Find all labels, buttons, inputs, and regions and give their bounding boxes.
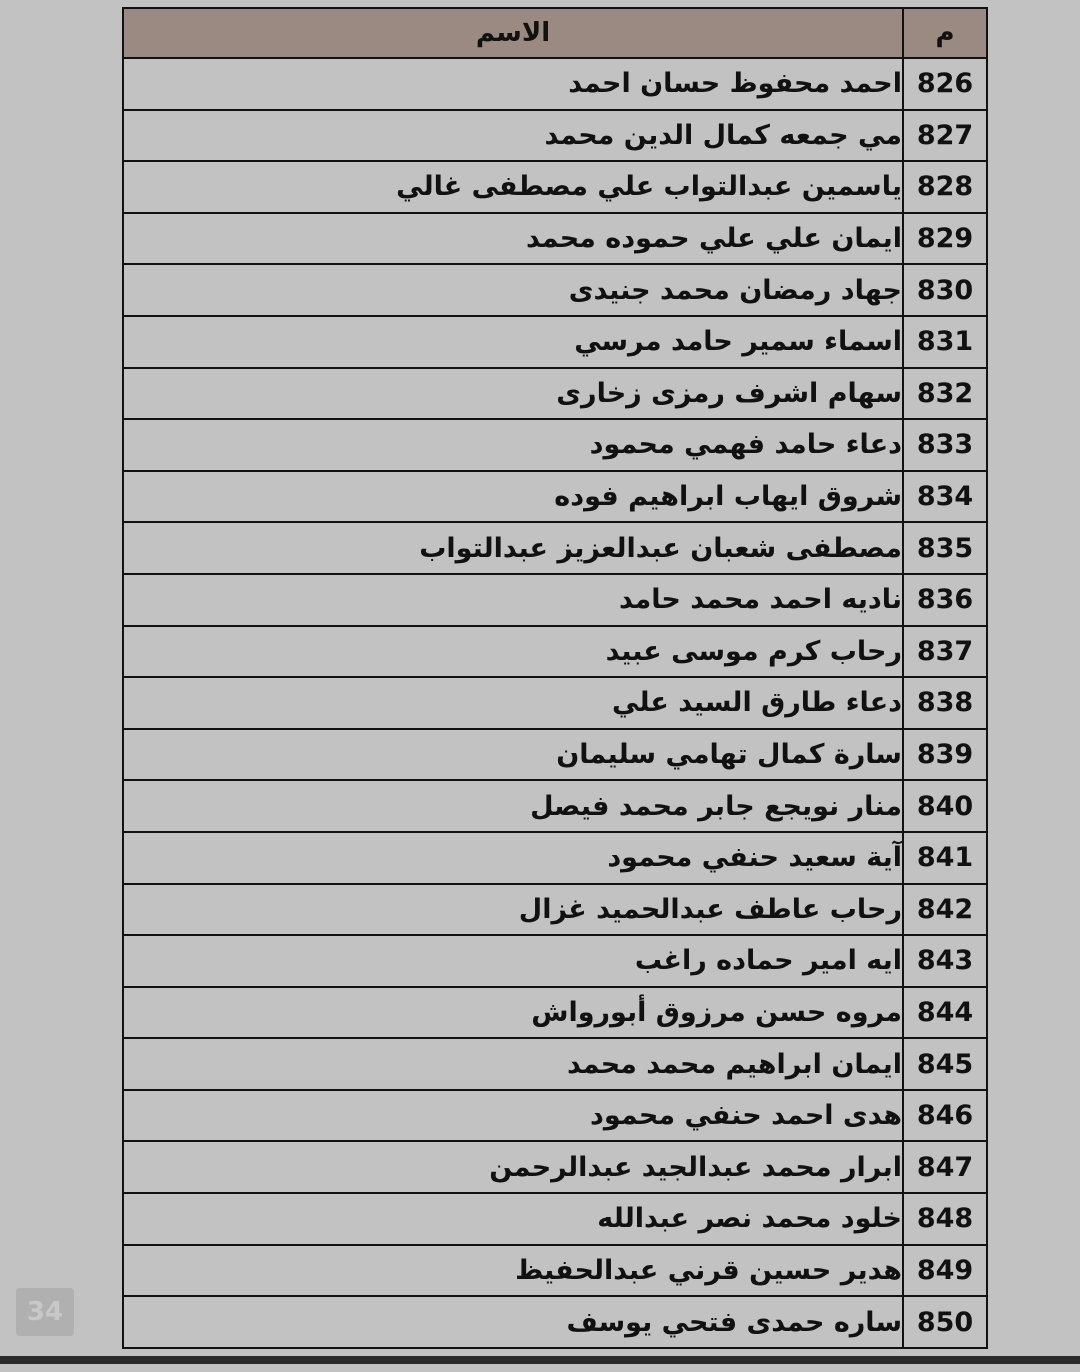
table-row bbox=[123, 161, 987, 213]
row-name: اسماء سمير حامد مرسي bbox=[123, 316, 903, 368]
row-name: ايمان ابراهيم محمد محمد bbox=[123, 1038, 903, 1090]
table-row bbox=[123, 419, 987, 471]
row-name: مي جمعه كمال الدين محمد bbox=[123, 110, 903, 162]
table-row bbox=[123, 471, 987, 523]
table-row bbox=[123, 1296, 987, 1348]
row-number: 845 bbox=[903, 1038, 987, 1090]
row-name: مصطفى شعبان عبدالعزيز عبدالتواب bbox=[123, 522, 903, 574]
row-number: 836 bbox=[903, 574, 987, 626]
names-table bbox=[122, 7, 988, 1349]
table-header-row bbox=[123, 8, 987, 58]
row-name: ابرار محمد عبدالجيد عبدالرحمن bbox=[123, 1141, 903, 1193]
table-row bbox=[123, 935, 987, 987]
number-column-header: م bbox=[903, 8, 987, 58]
row-number: 839 bbox=[903, 729, 987, 781]
table-row bbox=[123, 316, 987, 368]
row-number: 832 bbox=[903, 368, 987, 420]
row-name: ايمان علي علي حموده محمد bbox=[123, 213, 903, 265]
table-row bbox=[123, 264, 987, 316]
table-row bbox=[123, 729, 987, 781]
table-row bbox=[123, 1245, 987, 1297]
row-name: ساره حمدى فتحي يوسف bbox=[123, 1296, 903, 1348]
table-row bbox=[123, 832, 987, 884]
row-number: 842 bbox=[903, 884, 987, 936]
bottom-bar bbox=[0, 1356, 1080, 1364]
table-row bbox=[123, 1090, 987, 1142]
row-name: ناديه احمد محمد حامد bbox=[123, 574, 903, 626]
row-number: 838 bbox=[903, 677, 987, 729]
row-number: 827 bbox=[903, 110, 987, 162]
row-name: ايه امير حماده راغب bbox=[123, 935, 903, 987]
row-name: آية سعيد حنفي محمود bbox=[123, 832, 903, 884]
table-row bbox=[123, 574, 987, 626]
table-row bbox=[123, 58, 987, 110]
row-name: مروه حسن مرزوق أبورواش bbox=[123, 987, 903, 1039]
table-row bbox=[123, 677, 987, 729]
table-row bbox=[123, 987, 987, 1039]
table-row bbox=[123, 213, 987, 265]
table-row bbox=[123, 1141, 987, 1193]
table-body bbox=[123, 58, 987, 1348]
row-number: 837 bbox=[903, 626, 987, 678]
row-name: سارة كمال تهامي سليمان bbox=[123, 729, 903, 781]
table-row bbox=[123, 110, 987, 162]
row-number: 849 bbox=[903, 1245, 987, 1297]
names-sheet bbox=[122, 7, 988, 1349]
row-number: 833 bbox=[903, 419, 987, 471]
row-number: 831 bbox=[903, 316, 987, 368]
row-number: 834 bbox=[903, 471, 987, 523]
row-number: 846 bbox=[903, 1090, 987, 1142]
table-row bbox=[123, 626, 987, 678]
row-number: 844 bbox=[903, 987, 987, 1039]
row-name: منار نويجع جابر محمد فيصل bbox=[123, 780, 903, 832]
name-column-header: الاسم bbox=[123, 8, 903, 58]
row-number: 847 bbox=[903, 1141, 987, 1193]
row-name: دعاء حامد فهمي محمود bbox=[123, 419, 903, 471]
row-name: دعاء طارق السيد علي bbox=[123, 677, 903, 729]
table-row bbox=[123, 368, 987, 420]
row-name: شروق ايهاب ابراهيم فوده bbox=[123, 471, 903, 523]
row-name: ياسمين عبدالتواب علي مصطفى غالي bbox=[123, 161, 903, 213]
row-number: 841 bbox=[903, 832, 987, 884]
table-row bbox=[123, 780, 987, 832]
row-name: سهام اشرف رمزى زخارى bbox=[123, 368, 903, 420]
row-number: 828 bbox=[903, 161, 987, 213]
row-number: 829 bbox=[903, 213, 987, 265]
table-row bbox=[123, 1193, 987, 1245]
row-name: جهاد رمضان محمد جنيدى bbox=[123, 264, 903, 316]
table-row bbox=[123, 884, 987, 936]
row-name: احمد محفوظ حسان احمد bbox=[123, 58, 903, 110]
page-number-badge[interactable]: 34 bbox=[16, 1288, 74, 1336]
row-name: خلود محمد نصر عبدالله bbox=[123, 1193, 903, 1245]
row-number: 843 bbox=[903, 935, 987, 987]
table-row bbox=[123, 522, 987, 574]
row-name: هدير حسين قرني عبدالحفيظ bbox=[123, 1245, 903, 1297]
row-number: 850 bbox=[903, 1296, 987, 1348]
table-row bbox=[123, 1038, 987, 1090]
row-name: رحاب كرم موسى عبيد bbox=[123, 626, 903, 678]
row-number: 840 bbox=[903, 780, 987, 832]
row-name: هدى احمد حنفي محمود bbox=[123, 1090, 903, 1142]
row-name: رحاب عاطف عبدالحميد غزال bbox=[123, 884, 903, 936]
row-number: 826 bbox=[903, 58, 987, 110]
row-number: 830 bbox=[903, 264, 987, 316]
row-number: 835 bbox=[903, 522, 987, 574]
row-number: 848 bbox=[903, 1193, 987, 1245]
